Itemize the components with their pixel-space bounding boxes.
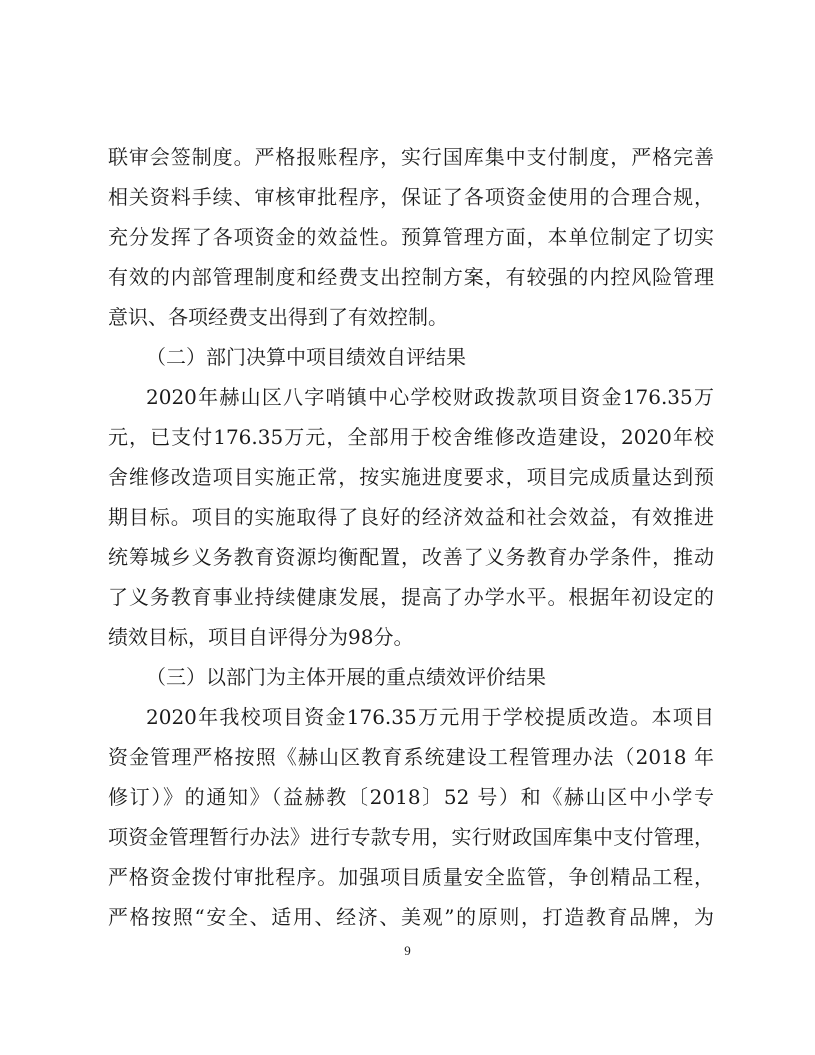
paragraph-line: 项资金管理暂行办法》进行专款专用，实行财政国库集中支付管理， bbox=[108, 825, 714, 849]
page-number: 9 bbox=[404, 943, 411, 958]
paragraph-line: 绩效目标，项目自评得分为98分。 bbox=[108, 625, 414, 649]
paragraph-line: 资金管理严格按照《赫山区教育系统建设工程管理办法（2018 年 bbox=[108, 745, 714, 769]
paragraph-line: 2020年赫山区八字哨镇中心学校财政拨款项目资金176.35万 bbox=[146, 385, 714, 409]
section-heading: （二）部门决算中项目绩效自评结果 bbox=[146, 345, 466, 369]
section-heading: （三）以部门为主体开展的重点绩效评价结果 bbox=[146, 665, 546, 689]
paragraph-line: 充分发挥了各项资金的效益性。预算管理方面，本单位制定了切实 bbox=[108, 225, 714, 249]
paragraph-line: 严格资金拨付审批程序。加强项目质量安全监管，争创精品工程， bbox=[108, 865, 714, 889]
paragraph-line: 元，已支付176.35万元，全部用于校舍维修改造建设，2020年校 bbox=[108, 425, 714, 449]
paragraph-line: 意识、各项经费支出得到了有效控制。 bbox=[108, 305, 448, 329]
paragraph-line: 期目标。项目的实施取得了良好的经济效益和社会效益，有效推进 bbox=[108, 505, 714, 529]
paragraph-line: 相关资料手续、审核审批程序，保证了各项资金使用的合理合规， bbox=[108, 185, 714, 209]
paragraph-line: 修订）》的通知》（益赫教〔2018〕52 号）和《赫山区中小学专 bbox=[108, 785, 714, 809]
paragraph-line: 2020年我校项目资金176.35万元用于学校提质改造。本项目 bbox=[146, 705, 714, 729]
paragraph-line: 了义务教育事业持续健康发展，提高了办学水平。根据年初设定的 bbox=[108, 585, 714, 609]
paragraph-line: 严格按照“安全、适用、经济、美观”的原则，打造教育品牌，为 bbox=[108, 905, 714, 929]
paragraph-line: 联审会签制度。严格报账程序，实行国库集中支付制度，严格完善 bbox=[108, 145, 714, 169]
paragraph-line: 有效的内部管理制度和经费支出控制方案，有较强的内控风险管理 bbox=[108, 265, 714, 289]
paragraph-line: 统筹城乡义务教育资源均衡配置，改善了义务教育办学条件，推动 bbox=[108, 545, 714, 569]
paragraph-line: 舍维修改造项目实施正常，按实施进度要求，项目完成质量达到预 bbox=[108, 465, 714, 489]
